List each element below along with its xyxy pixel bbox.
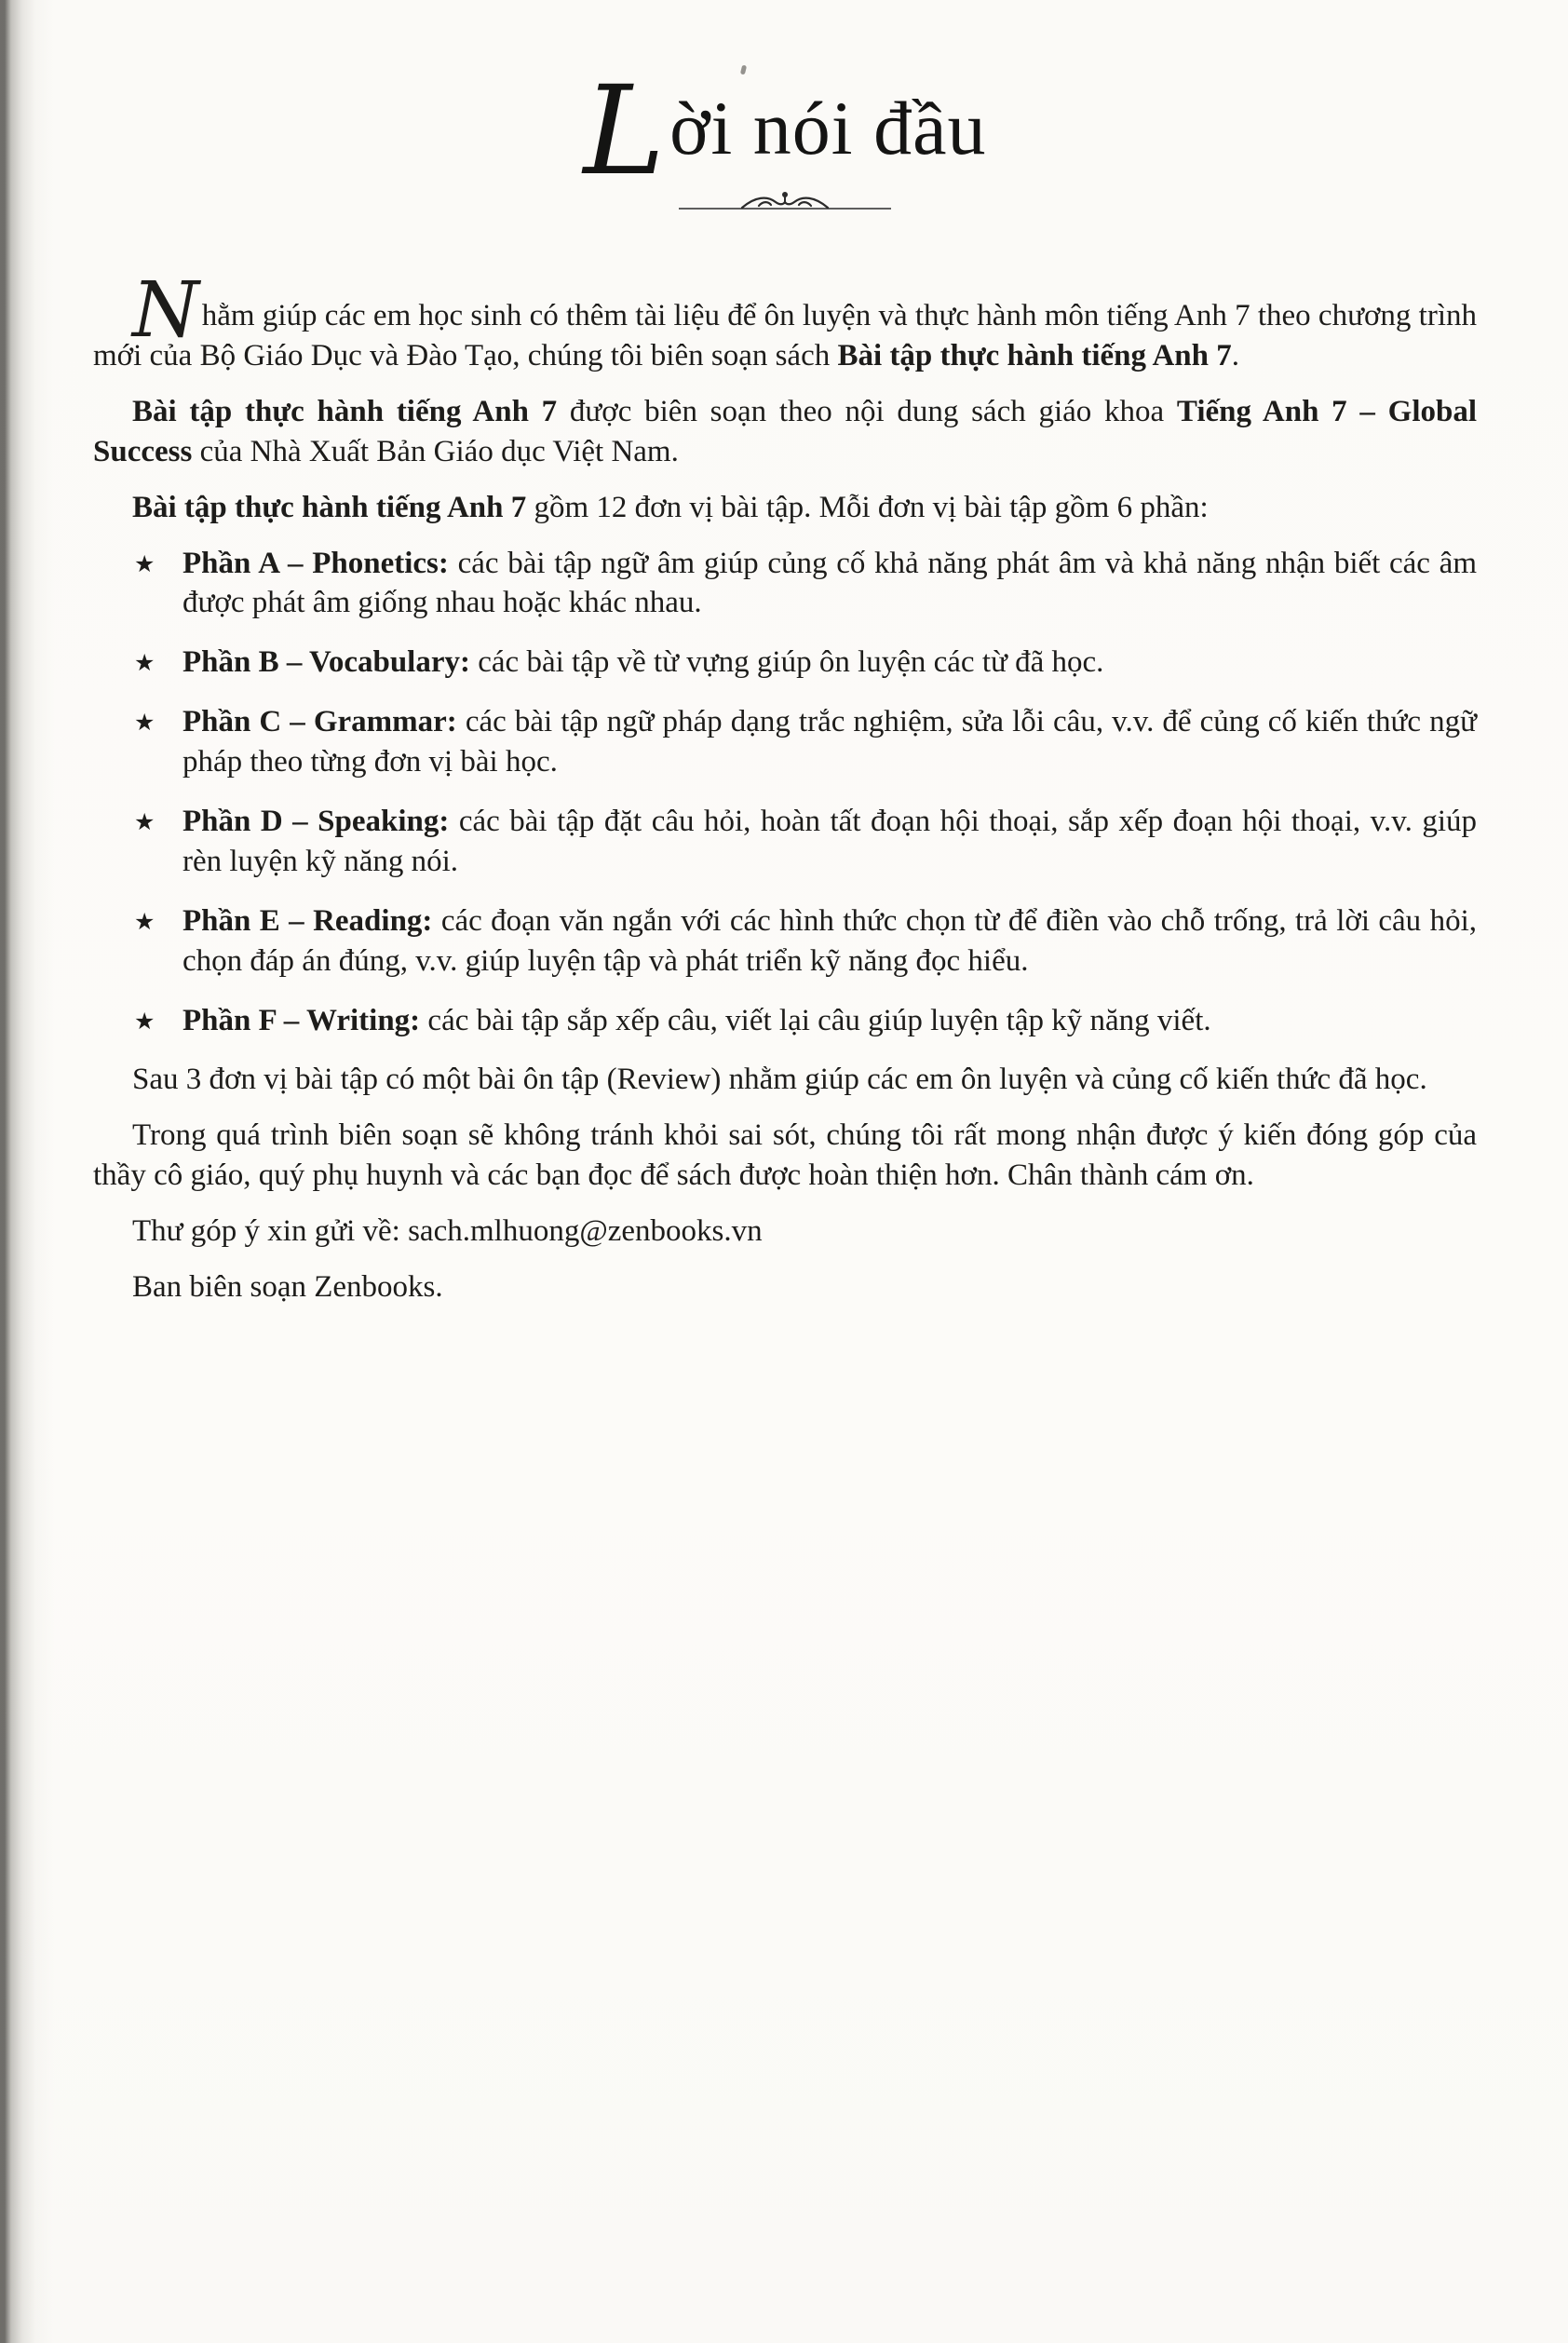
contact-line [93, 1212, 1477, 1252]
bullet-label: Phần C – Grammar: [182, 705, 457, 739]
bullet-text: các bài tập về từ vựng giúp ôn luyện các từ đã học. [470, 645, 1104, 680]
bullet-label: Phần D – Speaking: [182, 805, 450, 838]
bullet-label: Phần F – Writing: [182, 1003, 421, 1037]
intro-tail: . [1231, 338, 1239, 372]
book-title-bold: Bài tập thực hành tiếng Anh 7 [132, 490, 527, 524]
star-bullet-icon: ★ [134, 709, 155, 737]
signature-line: Ban biên soạn Zenbooks. [132, 1270, 443, 1305]
paragraph-text: của Nhà Xuất Bản Giáo dục Việt Nam. [192, 434, 679, 468]
page-content [93, 0, 1477, 1323]
star-bullet-icon: ★ [134, 808, 155, 835]
bullet-item-grammar [93, 702, 1477, 782]
bullet-text: các bài tập sắp xếp câu, viết lại câu giúp luyện tập kỹ năng viết. [420, 1003, 1211, 1037]
title-rest: ời nói đầu [669, 86, 987, 170]
bullet-item-writing [93, 1001, 1477, 1041]
contact-text: Thư góp ý xin gửi về: [132, 1214, 409, 1249]
textbook-title-bold: Tiếng Anh 7 – Global Success [93, 394, 1478, 468]
paragraph-text: được biên soạn theo nội dung sách giáo khoa [557, 394, 1177, 428]
paragraph-text: gồm 12 đơn vị bài tập. Mỗi đơn vị bài tập gồm 6 phần: [526, 490, 1209, 524]
book-title-bold: Bài tập thực hành tiếng Anh 7 [837, 338, 1232, 372]
star-bullet-icon: ★ [134, 549, 155, 577]
bullet-text: các bài tập đặt câu hỏi, hoàn tất đoạn hội thoại, sắp xếp đoạn hội thoại, v.v. giúp rèn luyện kỹ năng nói. [182, 805, 1477, 878]
book-title-bold: Bài tập thực hành tiếng Anh 7 [132, 394, 558, 428]
bullet-item-vocabulary [93, 643, 1477, 683]
closing-paragraph-review: Sau 3 đơn vị bài tập có một bài ôn tập (Review) nhằm giúp các em ôn luyện và củng cố kiến thức đã học. [132, 1063, 1427, 1097]
paragraph-source [93, 392, 1477, 472]
title-initial: L [583, 60, 667, 204]
intro-paragraph [93, 265, 1477, 376]
bullet-item-phonetics [93, 544, 1477, 624]
paragraph-structure [93, 488, 1477, 528]
bullet-item-speaking [93, 802, 1477, 882]
bullet-label: Phần B – Vocabulary: [182, 645, 470, 680]
bullet-text: các bài tập ngữ pháp dạng trắc nghiệm, sửa lỗi câu, v.v. để củng cố kiến thức ngữ pháp theo từng đơn vị bài học. [182, 705, 1477, 779]
intro-text: hằm giúp các em học sinh có thêm tài liệu để ôn luyện và thực hành môn tiếng Anh 7 theo chương trình mới của Bộ Giáo Dục và Đào Tạo, chúng tôi biên soạn sách [93, 299, 1477, 372]
closing-paragraph-apology: Trong quá trình biên soạn sẽ không tránh khỏi sai sót, chúng tôi rất mong nhận được ý kiến đóng góp của thầy cô giáo, quý phụ huynh và các bạn đọc để sách được hoàn thiện hơn. Chân thành cám ơn. [93, 1118, 1477, 1193]
email-address: sach.mlhuong@zenbooks.vn [408, 1214, 763, 1249]
star-bullet-icon: ★ [134, 907, 155, 935]
star-bullet-icon: ★ [134, 649, 155, 677]
bullet-text: các bài tập ngữ âm giúp củng cố khả năng phát âm và khả năng nhận biết các âm được phát âm giống nhau hoặc khác nhau. [182, 546, 1477, 620]
bullet-item-reading [93, 901, 1477, 982]
star-bullet-icon: ★ [134, 1007, 155, 1035]
bullet-label: Phần A – Phonetics: [182, 546, 449, 580]
flourish-divider [93, 183, 1477, 222]
dropcap-initial: N [132, 265, 199, 355]
flourish-icon [677, 183, 893, 217]
page-title [93, 60, 1477, 204]
bullet-label: Phần E – Reading: [182, 903, 433, 938]
bullet-text: các đoạn văn ngắn với các hình thức chọn từ để điền vào chỗ trống, trả lời câu hỏi, chọn đáp án đúng, v.v. giúp luyện tập và phát triển kỹ năng đọc hiểu. [182, 903, 1478, 978]
scan-edge-shadow [0, 0, 54, 2343]
bullet-list [93, 544, 1477, 1041]
